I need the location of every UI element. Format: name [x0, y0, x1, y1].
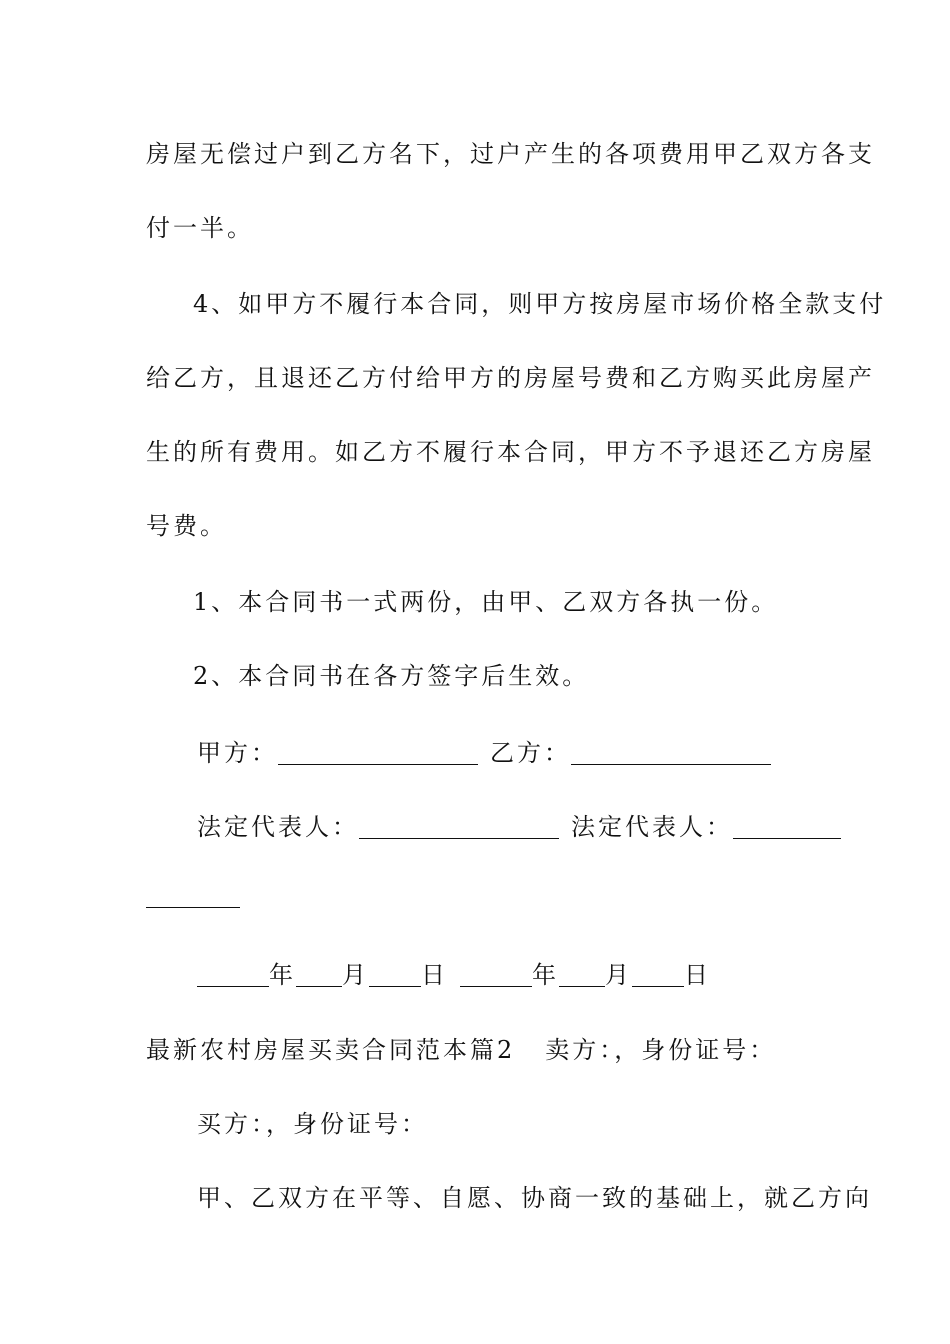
month-a-blank [296, 962, 342, 987]
paragraph-line: 生的所有费用。如乙方不履行本合同，甲方不予退还乙方房屋 [146, 438, 875, 466]
year-a-blank [197, 962, 269, 987]
seller-line: 卖方：，身份证号： [545, 1036, 777, 1064]
signature-parties-row [197, 736, 950, 768]
paragraph-line: 甲、乙双方在平等、自愿、协商一致的基础上，就乙方向 [197, 1184, 872, 1212]
year-b-label: 年 [532, 961, 559, 989]
rep-b-blank-continued [146, 907, 240, 908]
month-a-label: 月 [342, 961, 369, 989]
paragraph-line: 号费。 [146, 512, 227, 540]
paragraph-line: 付一半。 [146, 214, 254, 242]
month-b-label: 月 [605, 961, 632, 989]
day-b-label: 日 [684, 961, 711, 989]
rep-a-blank [359, 814, 559, 839]
day-a-label: 日 [421, 961, 448, 989]
clause-4-line: 4、如甲方不履行本合同，则甲方按房屋市场价格全款支付 [193, 290, 887, 318]
rep-a-label: 法定代表人： [197, 813, 359, 841]
month-b-blank [559, 962, 605, 987]
year-b-blank [460, 962, 532, 987]
rep-b-blank [733, 814, 841, 839]
representative-row [197, 810, 950, 842]
party-b-blank [571, 740, 771, 765]
clause-1-line: 1、本合同书一式两份，由甲、乙双方各执一份。 [193, 588, 779, 616]
section-heading-row [146, 1034, 950, 1066]
party-b-label: 乙方： [490, 739, 571, 767]
party-a-blank [278, 740, 478, 765]
rep-b-label: 法定代表人： [571, 813, 733, 841]
party-a-label: 甲方： [197, 739, 278, 767]
section-heading: 最新农村房屋买卖合同范本篇2 [146, 1036, 516, 1064]
paragraph-line: 房屋无偿过户到乙方名下，过户产生的各项费用甲乙双方各支 [146, 140, 875, 168]
paragraph-line: 给乙方，且退还乙方付给甲方的房屋号费和乙方购买此房屋产 [146, 364, 875, 392]
clause-2-line: 2、本合同书在各方签字后生效。 [193, 662, 590, 690]
buyer-line: 买方：，身份证号： [197, 1110, 428, 1138]
day-a-blank [369, 962, 421, 987]
day-b-blank [632, 962, 684, 987]
year-a-label: 年 [269, 961, 296, 989]
date-row [197, 958, 950, 990]
